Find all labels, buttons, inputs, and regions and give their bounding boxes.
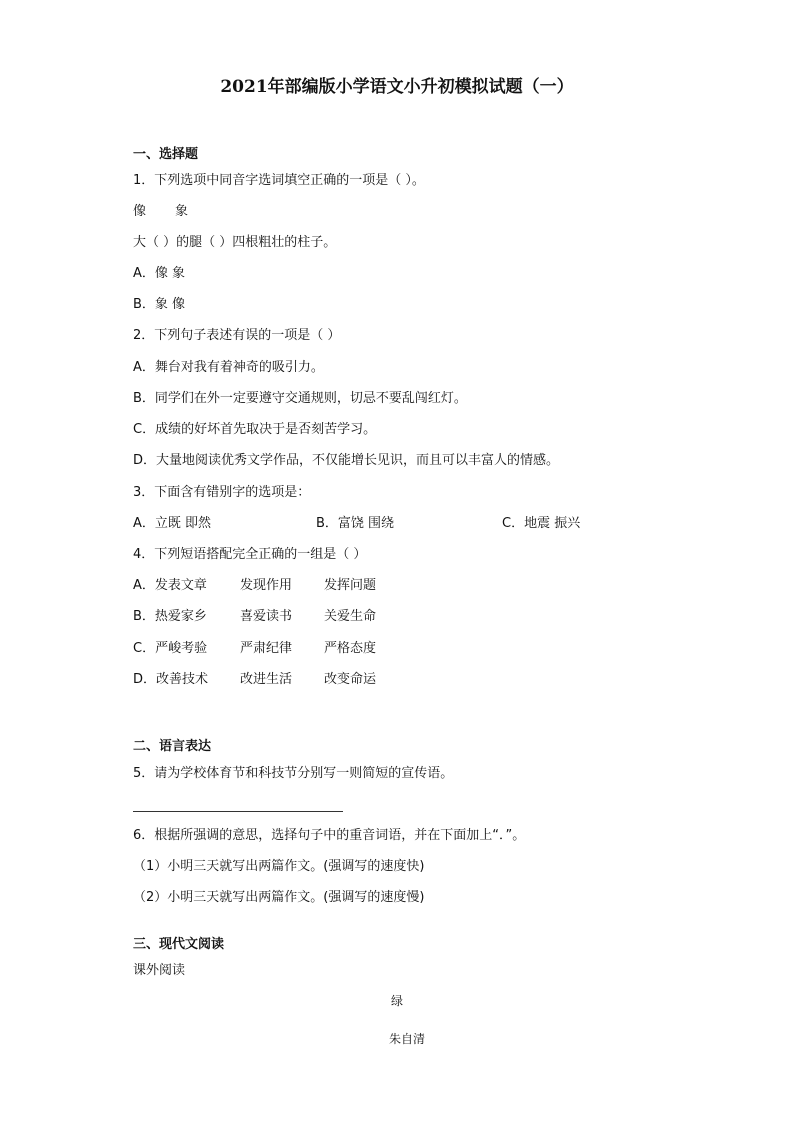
q3-option-c: C．地震 振兴 (502, 516, 581, 531)
question-6-stem: 6．根据所强调的意思，选择句子中的重音词语，并在下面加上“．”。 (133, 828, 526, 843)
q4-option-c-2: 严肃纪律 (240, 641, 293, 656)
answer-line[interactable] (133, 811, 343, 812)
question-1-stem: 1．下列选项中同音字选词填空正确的一项是（ ）。 (133, 173, 425, 188)
q4-option-a-3: 发挥问题 (324, 578, 377, 593)
q3-option-b: B．富饶 围绕 (316, 516, 395, 531)
q1-sentence: 大（ ）的腿（ ）四根粗壮的柱子。 (133, 235, 337, 250)
question-4-stem: 4．下列短语搭配完全正确的一组是（ ） (133, 547, 367, 562)
q2-option-b: B．同学们在外一定要遵守交通规则，切忌不要乱闯红灯。 (133, 391, 467, 406)
q4-option-c-3: 严格态度 (324, 641, 377, 656)
section-heading-reading: 三、现代文阅读 (133, 937, 225, 952)
section-heading-choice: 一、选择题 (133, 147, 199, 162)
q4-option-b-3: 关爱生命 (324, 609, 377, 624)
q1-option-a: A．像 象 (133, 266, 186, 281)
question-3-stem: 3．下面含有错别字的选项是： (133, 485, 311, 500)
q4-option-a-1: A．发表文章 (133, 578, 207, 593)
reading-intro: 课外阅读 (133, 963, 186, 978)
q3-option-a: A．立既 即然 (133, 516, 212, 531)
q4-option-d-1: D．改善技术 (133, 672, 209, 687)
q4-option-d-3: 改变命运 (324, 672, 377, 687)
q4-option-a-2: 发现作用 (240, 578, 293, 593)
q4-option-d-2: 改进生活 (240, 672, 293, 687)
q2-option-a: A．舞台对我有着神奇的吸引力。 (133, 360, 324, 375)
section-heading-expression: 二、语言表达 (133, 739, 212, 754)
q4-option-c-1: C．严峻考验 (133, 641, 208, 656)
q6-item-1: （1）小明三天就写出两篇作文。(强调写的速度快) (133, 859, 425, 874)
q1-word-2: 象 (175, 204, 189, 219)
poem-author: 朱自清 (389, 1032, 426, 1046)
q6-item-2: （2）小明三天就写出两篇作文。(强调写的速度慢) (133, 890, 425, 905)
poem-title: 绿 (391, 994, 404, 1008)
q1-option-b: B．象 像 (133, 297, 186, 312)
q1-word-1: 像 (133, 204, 147, 219)
q4-option-b-1: B．热爱家乡 (133, 609, 207, 624)
page-title: 2021年部编版小学语文小升初模拟试题（一） (220, 77, 574, 97)
q4-option-b-2: 喜爱读书 (240, 609, 293, 624)
q2-option-c: C．成绩的好坏首先取决于是否刻苦学习。 (133, 422, 377, 437)
q2-option-d: D．大量地阅读优秀文学作品，不仅能增长见识，而且可以丰富人的情感。 (133, 453, 560, 468)
question-2-stem: 2．下列句子表述有误的一项是（ ） (133, 328, 341, 343)
question-5-stem: 5．请为学校体育节和科技节分别写一则简短的宣传语。 (133, 766, 454, 781)
